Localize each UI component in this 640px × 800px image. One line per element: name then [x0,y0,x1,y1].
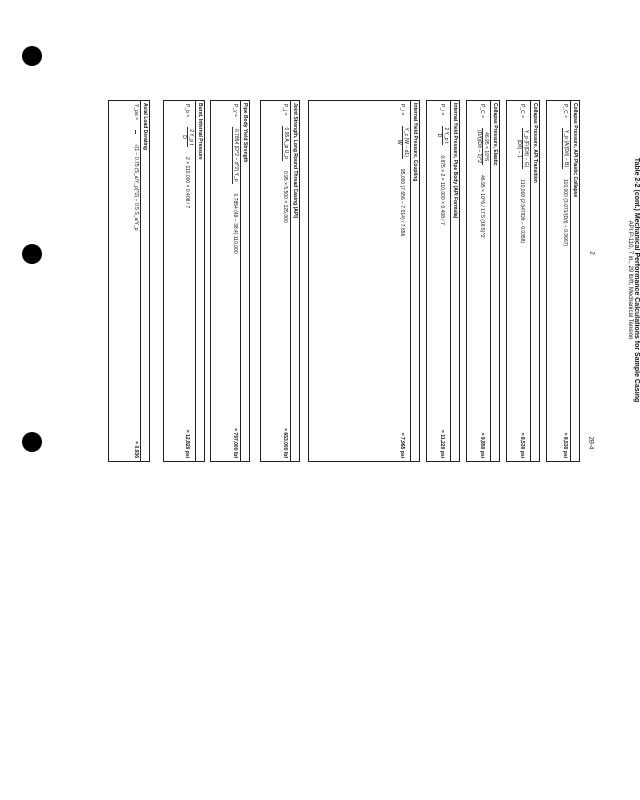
formula-substitution: 0.875 × 2 × 110,000 × 0.408 / 7 [439,155,446,225]
formula-result: = 0.936 [133,441,139,458]
calc-panel [260,100,300,462]
formula-lhs: P_i = [399,104,406,116]
formula-substitution: √(1 − 0.75 (S_a/Y_p)^2) − 0.5 S_a/Y_p [133,144,139,231]
formula-substitution: 95,000 (7.656 − 7.014) / 7.656 [399,168,406,237]
formula-substitution: 2 × 110,000 × 0.408 / 7 [184,156,191,209]
calc-formula-row [132,101,140,461]
calc-panel-header: Internal Yield Pressure, Pipe Body (API Formula) [450,101,459,461]
calc-formula-row [180,101,195,461]
table-title [626,100,640,460]
formula-denominator: (D/t) − 1 [516,139,522,158]
formula-result: = 8,530 psi [562,432,569,458]
calc-formula-row [231,101,240,461]
formula-fraction [476,128,489,165]
page-number: 2 [588,251,595,255]
footer-code: 2B-4 [587,436,594,450]
formula-result: = 653,000 lbf [282,428,289,458]
calc-panel [108,100,150,462]
formula-numerator: 2 Y_p t [188,129,194,145]
table-subtitle: API P-110, 7 in., 29 lb/ft, Mechanical Tension [627,220,633,340]
formula-fraction [516,128,529,169]
calc-panel [426,100,460,462]
formula-lhs: P_C = [479,104,486,119]
formula-lhs: P_y = [232,104,239,117]
punch-hole-bottom [22,432,42,452]
formula-fraction [136,130,137,134]
calc-panel [546,100,580,462]
table-title-main: Table 2-2 (cont.) Mechanical Performance Calculations for Sample Casing [633,157,640,403]
formula-fraction [181,127,194,147]
punch-hole-top [22,46,42,66]
calc-panel-header: Axial Load Derating [140,101,149,461]
formula-lhs: P_i = [439,104,446,116]
formula-fraction [436,126,449,146]
formula-substitution: 110,000 (2.047/D/t − 0.0358) [519,179,526,244]
formula-numerator: Y_c (W − d1) [403,127,409,157]
calc-panel-header: Collapse Pressure, API Transition [530,101,539,461]
calc-formula-row [395,101,410,461]
formula-substitution: 46.95 × 10^6 / 17.5 (16.5)^2 [479,175,486,238]
formula-substitution: 0.7854 (49 − 38.4) 110,000 [232,193,239,254]
calc-panel [163,100,205,462]
calc-panel [466,100,500,462]
formula-numerator: 2 Y_p t [443,127,449,144]
formula-numerator: Y_p (F/(D/t) − G) [523,130,529,168]
formula-result: = 9,850 psi [479,432,486,458]
formula-denominator: W [396,139,402,145]
formula-denominator: D [436,133,442,138]
calc-formula-row [475,101,490,461]
calc-formula-row [561,101,570,461]
formula-fraction [232,127,239,184]
formula-numerator [136,130,137,134]
formula-denominator: D [181,135,187,139]
formula-denominator: (D/t)(D/t − 1)^2 [476,130,482,164]
calc-panel [308,100,420,462]
formula-numerator: 46.95 × 10^6 [482,128,489,165]
calc-panel-header: Joint Strength, Long Round Thread Casing (API) [290,101,299,461]
formula-lhs: P_j = [282,104,289,116]
formula-substitution: 110,000 (3.071/(D/t) − 0.0667) [562,179,569,247]
calc-formula-row [435,101,450,461]
calc-panel-header: Collapse Pressure, API Plastic Collapse [570,101,579,461]
calc-panel [506,100,540,462]
formula-fraction [562,128,569,169]
formula-result: = 12,820 psi [184,429,191,458]
formula-fraction [396,126,409,159]
formula-result: = 11,220 psi [439,430,446,458]
calc-panel-header: Burst, Internal Pressure [195,101,204,461]
calc-panel [210,100,250,462]
calc-panel-header: Collapse Pressure, Elastic [490,101,499,461]
calc-formula-row [515,101,530,461]
formula-numerator: 0.7854 (D^2 − d^2) Y_p [233,128,239,182]
formula-lhs: P_b = [184,104,191,118]
calc-formula-row [281,101,290,461]
formula-lhs: Y_pa = [133,104,139,120]
formula-substitution: 0.95 × 5.500 × 125,000 [282,170,289,223]
punch-hole-middle [22,244,42,264]
formula-result: = 8,530 psi [519,432,526,458]
formula-lhs: P_C = [519,104,526,119]
formula-numerator: 0.95 A_jp U_p [283,127,289,159]
formula-result: = 797,000 lbf [232,428,239,458]
formula-lhs: P_C = [562,104,569,119]
formula-numerator: Y_p (A/(D/t) − B) [563,130,569,168]
calc-panel-header: Internal Yield Pressure, Coupling [410,101,419,461]
formula-fraction [282,126,289,161]
formula-result: = 7,965 psi [399,432,406,458]
calc-panel-header: Pipe Body Yield Strength [240,101,249,461]
